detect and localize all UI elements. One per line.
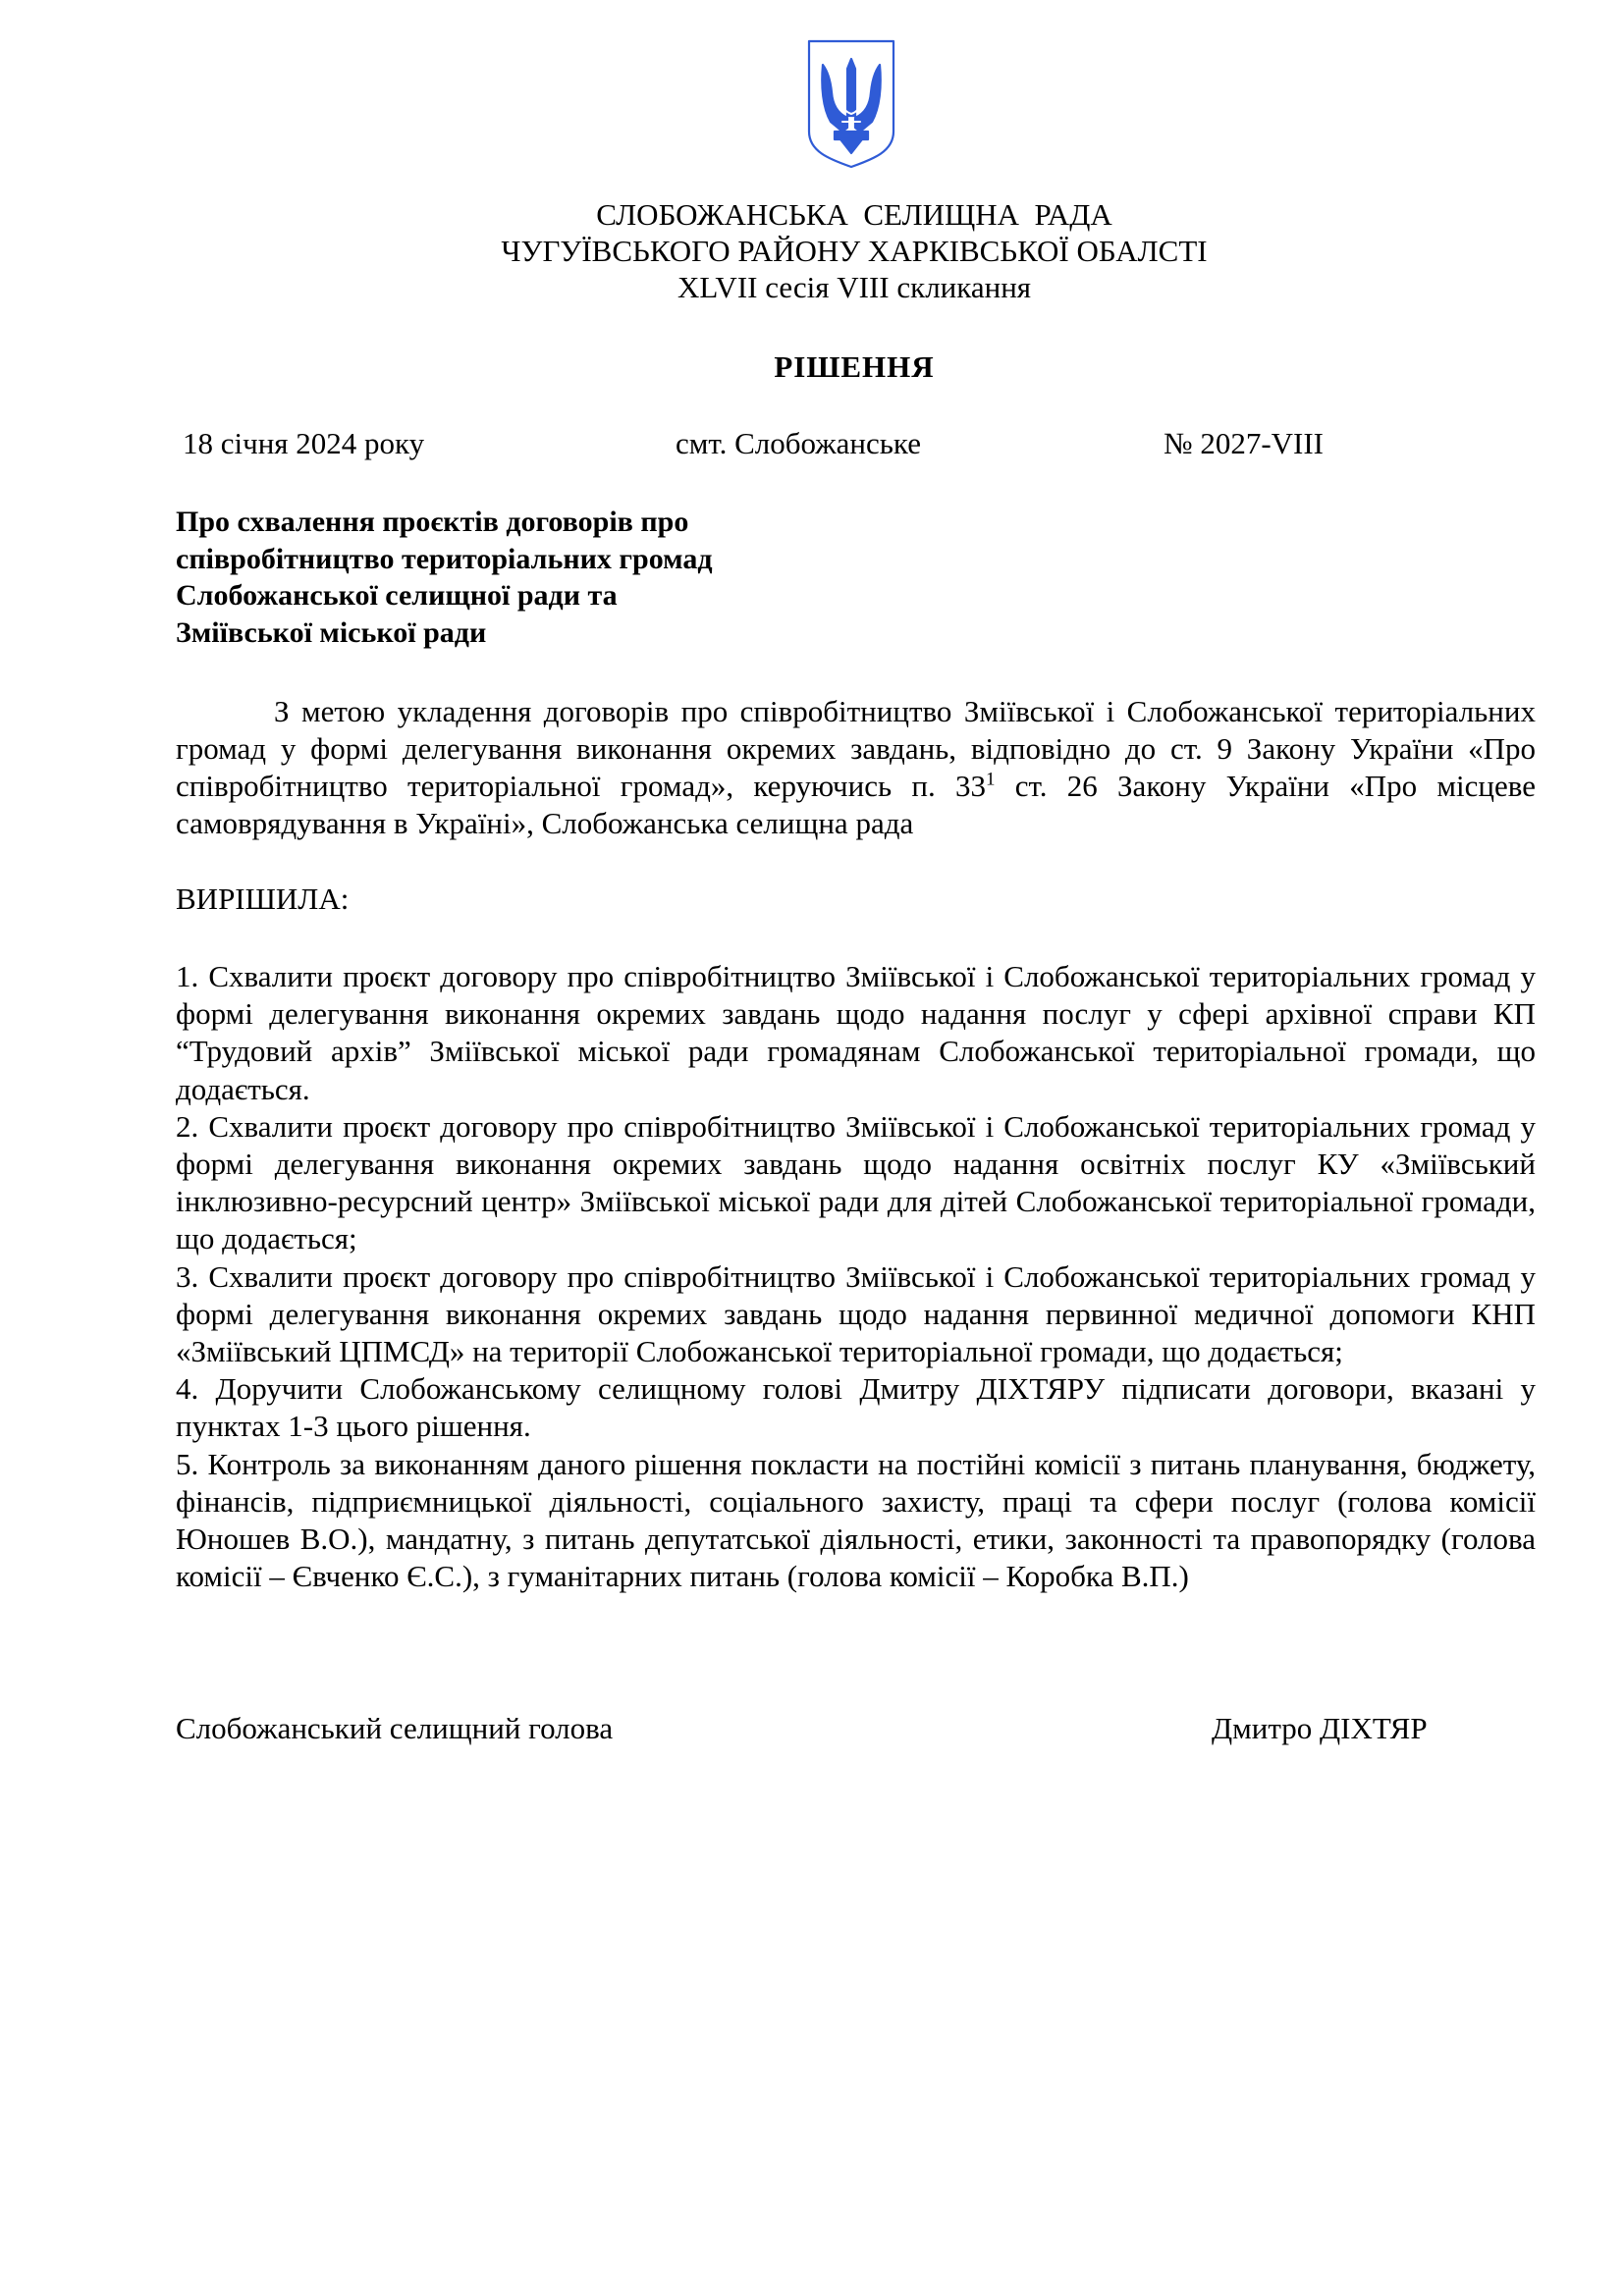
council-header	[0, 196, 1624, 305]
preamble-paragraph	[176, 693, 1536, 842]
decision-date: 18 січня 2024 року	[183, 426, 425, 460]
resolution-item: 1. Схвалити проєкт договору про співробітництво Зміївської і Слобожанської територіальних громад у формі делегування виконання окремих завдань щодо надання послуг у сфері архівної справи КП “Трудовий архів” Зміївської міської ради громадянам Слобожанської територіальної громади, що додається.	[176, 959, 1536, 1106]
decision-subject	[176, 504, 922, 651]
subject-line: Слобожанської селищної ради та	[176, 579, 618, 612]
document-type-title: РІШЕННЯ	[774, 349, 935, 384]
preamble-text-start: З метою укладення договорів про співробітництво Зміївської і Слобожанської територіальних громад у формі делегування виконання окремих завдань, відповідно до ст. 9 Закону України «Про співробітництво територіальної громад», керуючись п. 33	[176, 694, 1536, 803]
resolution-item: 4. Доручити Слобожанському селищному голові Дмитру ДІХТЯРУ підписати договори, вказані у пунктах 1-3 цього рішення.	[176, 1371, 1536, 1444]
decision-number: № 2027-VIII	[1164, 426, 1325, 460]
header-line-council: СЛОБОЖАНСЬКА СЕЛИЩНА РАДА	[596, 197, 1112, 232]
subject-line: співробітництво територіальних громад	[176, 542, 713, 575]
subject-line: Зміївської міської ради	[176, 615, 487, 649]
decision-place: смт. Слобожанське	[676, 426, 921, 460]
preamble-text-end: ст. 26 Закону України «Про місцеве самоврядування в Україні», Слобожанська селищна рада	[176, 769, 1536, 840]
resolution-item: 2. Схвалити проєкт договору про співробітництво Зміївської і Слобожанської територіальних громад у формі делегування виконання окремих завдань щодо надання освітніх послуг КУ «Зміївський інклюзивно-ресурсний центр» Зміївської міської ради для дітей Слобожанської територіальної громади, що додається;	[176, 1108, 1536, 1256]
signatory-title: Слобожанський селищний голова	[176, 1711, 614, 1745]
header-line-district: ЧУГУЇВСЬКОГО РАЙОНУ ХАРКІВСЬКОЇ ОБАЛСТІ	[501, 234, 1208, 268]
signatory-name: Дмитро ДІХТЯР	[1212, 1711, 1428, 1745]
coat-of-arms-of-ukraine-icon	[805, 37, 897, 171]
resolution-item: 5. Контроль за виконанням даного рішення покласти на постійні комісії з питань планування, бюджету, фінансів, підприємницької діяльності, соціального захисту, праці та сфери послуг (голова комісії Юношев В.О.), мандатну, з питань депутатської діяльності, етики, законності та правопорядку (голова комісії – Євченко Є.С.), з гуманітарних питань (голова комісії – Коробка В.П.)	[176, 1446, 1536, 1594]
header-line-session: XLVII сесія VIII скликання	[677, 270, 1032, 304]
resolution-heading: ВИРІШИЛА:	[176, 881, 350, 916]
preamble-superscript: 1	[985, 769, 996, 790]
subject-line: Про схвалення проєктів договорів про	[176, 506, 689, 538]
resolution-items	[176, 958, 1536, 1595]
resolution-item: 3. Схвалити проєкт договору про співробітництво Зміївської і Слобожанської територіальних громад у формі делегування виконання окремих завдань щодо надання первинної медичної допомоги КНП «Зміївський ЦПМСД» на території Слобожанської територіальної громади, що додається;	[176, 1258, 1536, 1369]
